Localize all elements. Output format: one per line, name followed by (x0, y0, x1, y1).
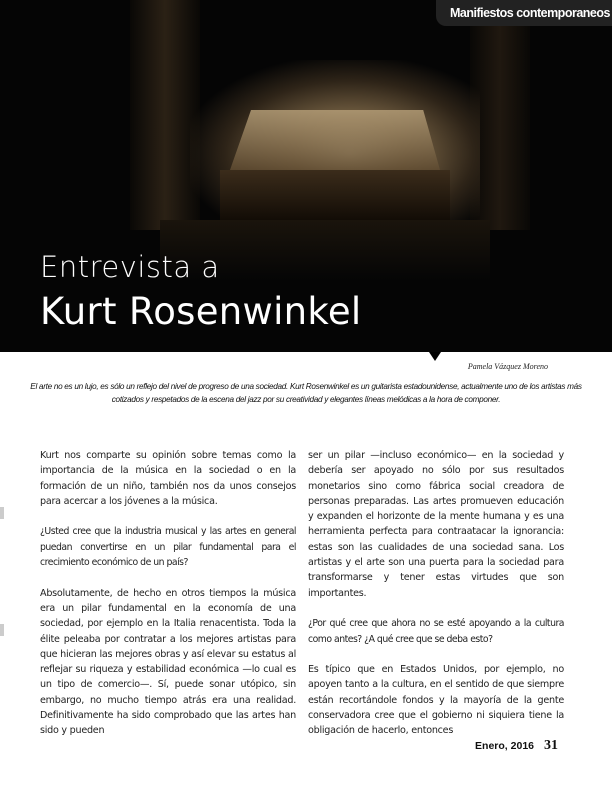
stage-front (220, 170, 450, 220)
author: Pamela Vázquez Moreno (467, 362, 548, 371)
page-number: 31 (544, 738, 558, 753)
stage-floor (230, 110, 440, 170)
pointer-triangle (429, 352, 441, 361)
page-footer (475, 738, 558, 754)
lede: El arte no es un lujo, es sólo un reflejo del nivel de progreso de una sociedad. Kurt Rosenwinkel es un guitarista estadounidense, actualmente uno de los artistas más cotizados y respetados de la escena del jazz por su creatividad y elegantes líneas melódicas a la hora de componer. (30, 382, 582, 404)
column-2 (308, 448, 564, 754)
answer-paragraph: Es típico que en Estados Unidos, por ejemplo, no apoyen tanto a la cultura, en el sentido de que siempre están recortándole fondos y la mayoría de la gente conservadora cree que el gobierno ni siquiera tiene la obligación de hacerlo, entonces (308, 664, 564, 737)
title-line-1: Entrevista a (40, 250, 220, 284)
answer-paragraph: ser un pilar —incluso económico— en la sociedad y debería ser apoyado no sólo por sus resultados monetarios sino como fábrica social creadora de personas preparadas. Las artes promueven educación y expanden el horizonte de la mente humana y es una herramienta perfecta para contraatacar la ignorancia: estas son las cualidades de una sociedad sana. Los artistas y el arte son una puerta para la sociedad para transformarse y tener estas virtudes que son importantes. (308, 450, 564, 599)
margin-mark (0, 624, 4, 636)
margin-mark (0, 507, 4, 519)
title-line-2: Kurt Rosenwinkel (40, 290, 362, 333)
intro-paragraph: Kurt nos comparte su opinión sobre temas como la importancia de la música en la sociedad o en la formación de un niño, también nos da unos consejos para acercar a los jóvenes a la música. (40, 450, 296, 507)
answer-paragraph: Absolutamente, de hecho en otros tiempos la música era un pilar fundamental en la economía de una sociedad, por ejemplo en la Italia renacentista. Toda la élite peleaba por contratar a los mejores artistas para que hicieran las mejores obras y así elevar su estatus al reflejar su riqueza y estabilidad económica —lo cual es un tipo de comercio—. Sí, puede sonar utópico, sin embargo, no mucho tiempo atrás era una realidad. Definitivamente ha sido comprobado que las artes han sido y pueden (40, 587, 296, 737)
issue-date: Enero, 2016 (475, 740, 534, 752)
column-1 (40, 448, 296, 754)
hero-photo (0, 0, 612, 352)
question: ¿Usted cree que la industria musical y las artes en general puedan convertirse en un pilar fundamental para el crecimiento económico de un país? (40, 526, 296, 569)
question: ¿Por qué cree que ahora no se esté apoyando a la cultura como antes? ¿A qué cree que se deba esto? (308, 618, 564, 645)
section-tag: Manifiestos contemporaneos (436, 0, 612, 26)
